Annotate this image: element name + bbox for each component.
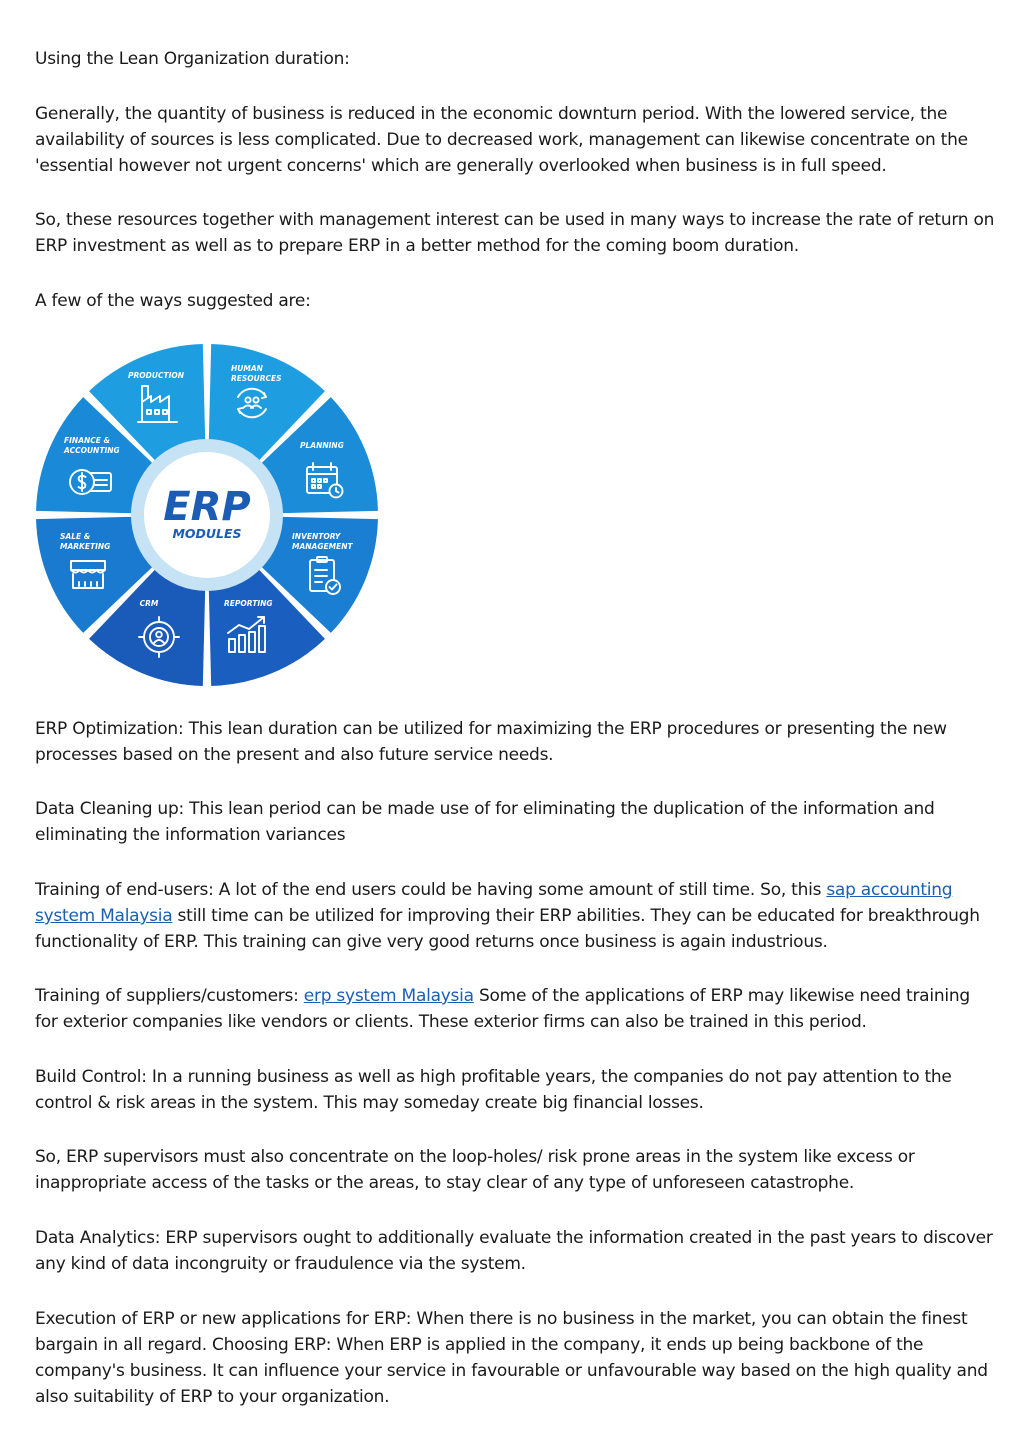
- erp-system-link[interactable]: erp system Malaysia: [303, 986, 474, 1006]
- center-title: ERP: [163, 484, 251, 530]
- paragraph-data-cleaning: Data Cleaning up: This lean period can be made use of for eliminating the duplication of the information and eliminating the information variances: [35, 799, 935, 845]
- paragraph-training-end-users: [35, 877, 997, 955]
- paragraph-resources: So, these resources together with management interest can be used in many ways to increase the rate of return on ERP investment as well as to prepare ERP in a better method for the coming boom duration.: [35, 210, 995, 256]
- text-segment: Training of end-users: A lot of the end users could be having some amount of still time. So, this: [35, 880, 827, 900]
- module-label: PRODUCTION: [128, 371, 185, 380]
- paragraph-data-analytics: Data Analytics: ERP supervisors ought to additionally evaluate the information created in the past years to discover any kind of data incongruity or fraudulence via the system.: [35, 1228, 993, 1274]
- paragraph-build-control: Build Control: In a running business as well as high profitable years, the companies do not pay attention to the control & risk areas in the system. This may someday create big financial losses.: [35, 1067, 952, 1113]
- module-label-line2: MARKETING: [60, 542, 111, 551]
- paragraph-supervisors: So, ERP supervisors must also concentrate on the loop-holes/ risk prone areas in the system like excess or inappropriate access of the tasks or the areas, to stay clear of any type of unforeseen catastrophe.: [35, 1147, 915, 1193]
- paragraph-erp-optimization: ERP Optimization: This lean duration can be utilized for maximizing the ERP procedures or presenting the new processes based on the present and also future service needs.: [35, 719, 947, 765]
- sap-accounting-link[interactable]: sap accounting system Malaysia: [35, 880, 953, 926]
- erp-modules-diagram: [34, 342, 380, 688]
- paragraph-execution: Execution of ERP or new applications for ERP: When there is no business in the market, you can obtain the finest bargain in all regard. Choosing ERP: When ERP is applied in the company, it ends up being backbone of the company's business. It can influence your service in favourable or unfavourable way based on the high quality and also suitability of ERP to your organization.: [35, 1309, 988, 1407]
- module-label: INVENTORY: [292, 532, 341, 541]
- paragraph-training-suppliers: [35, 983, 997, 1035]
- module-label-line2: RESOURCES: [231, 374, 282, 383]
- text-segment: Training of suppliers/customers:: [35, 986, 304, 1006]
- paragraph-intro: Using the Lean Organization duration:: [35, 49, 350, 69]
- module-label: PLANNING: [300, 441, 344, 450]
- module-label-line2: ACCOUNTING: [64, 446, 120, 455]
- text-segment: Some of the applications of ERP may likewise need training for exterior companies like vendors or clients. These exterior firms can also be trained in this period.: [35, 986, 970, 1032]
- module-label: FINANCE &: [64, 436, 111, 445]
- module-label: SALE &: [60, 532, 91, 541]
- paragraph-downturn: Generally, the quantity of business is reduced in the economic downturn period. With the lowered service, the availability of sources is less complicated. Due to decreased work, management can likewise concentrate on the 'essential however not urgent concerns' which are generally overlooked when business is in full speed.: [35, 104, 968, 176]
- module-label: HUMAN: [231, 364, 263, 373]
- center-subtitle: MODULES: [172, 526, 242, 541]
- module-label-line2: MANAGEMENT: [292, 542, 353, 551]
- text-segment: still time can be utilized for improving their ERP abilities. They can be educated for breakthrough functionality of ERP. This training can give very good returns once business is again industrious.: [35, 906, 980, 952]
- module-label: CRM: [139, 599, 159, 608]
- module-label: REPORTING: [224, 599, 273, 608]
- paragraph-ways: A few of the ways suggested are:: [35, 291, 311, 311]
